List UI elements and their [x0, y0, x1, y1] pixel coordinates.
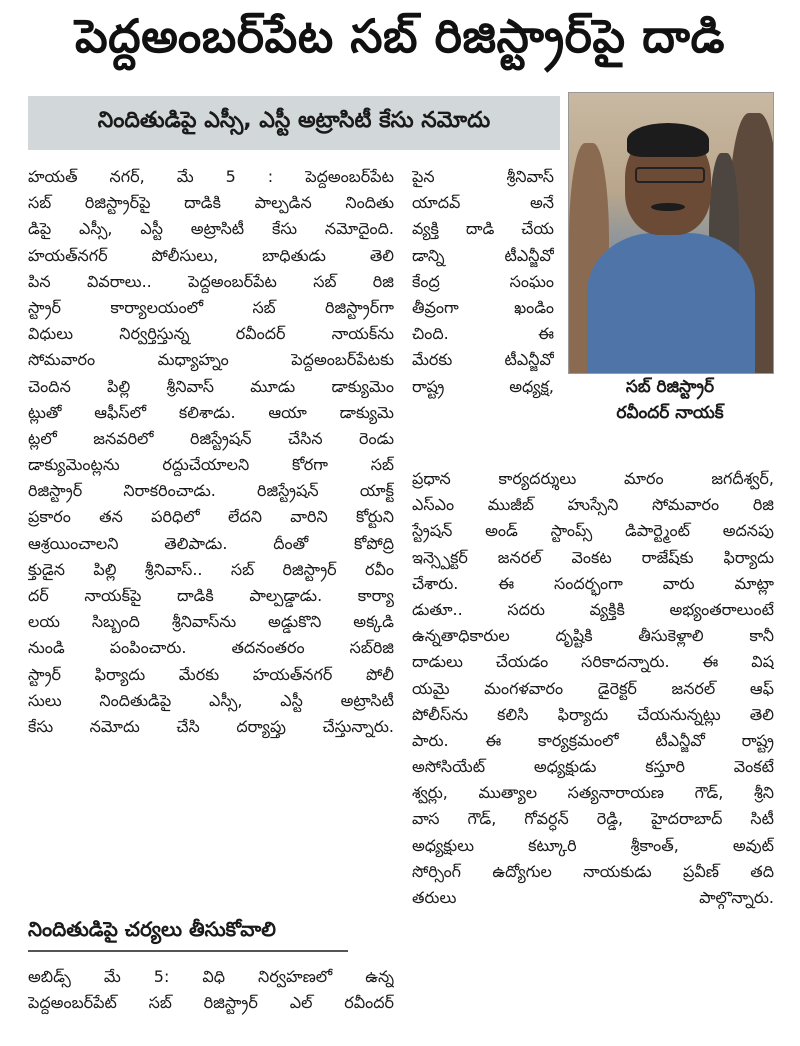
article-line: హయత్‌నగర్ పోలీసులు, బాధితుడు తెలి — [28, 245, 394, 265]
article-line: క్తుడైన పిల్లి శ్రీనివాస్.. సబ్ రిజిస్ట్రార్ రవీం — [28, 559, 394, 579]
article-line: వాస గౌడ్, గోవర్ధన్ రెడ్డి, హైదరాబాద్ సిటీ — [412, 809, 774, 829]
article-line: ట్లుతో ఆఫీస్‌లో కలిశాడు. ఆయా డాక్యుమె — [28, 402, 394, 422]
article-line: దాడులు చేయడం సరికాదన్నారు. ఈ విష — [412, 652, 774, 672]
article-line: డుతూ.. సదరు వ్యక్తికి అభ్యంతరాలుంటే — [412, 599, 774, 619]
article-line: డాన్ని టీఎన్జీవో — [412, 245, 554, 265]
article-line: రాష్ట్ర అధ్యక్ష, — [412, 376, 554, 396]
article-line: వ్యక్తి దాడి చేయ — [412, 219, 554, 239]
article-line: పారు. ఈ కార్యక్రమంలో టీఎన్జీవో రాష్ట్ర — [412, 730, 774, 750]
article-line: డాక్యుమెంట్లను రద్దుచేయాలని కోరగా సబ్ — [28, 455, 394, 475]
article-line: విధులు నిర్వర్తిస్తున్న రవీందర్ నాయక్‌ను — [28, 324, 394, 344]
article-line: తీవ్రంగా ఖండిం — [412, 297, 554, 317]
article-line: దర్ నాయక్‌పై దాడికి పాల్పడ్డాడు. కార్యా — [28, 586, 394, 605]
article-line: సబ్ రిజిస్ట్రార్‌పై దాడికి పాల్పడిన నిందితు — [28, 193, 394, 213]
article-line: ఆశ్రయించాలని తెలిపాడు. దీంతో కోపోద్రి — [28, 533, 394, 553]
article-line: పోలీస్‌ను కలిసి ఫిర్యాదు చేయనున్నట్లు తెలి — [412, 704, 774, 724]
article-line: అధ్యక్షులు కట్కూరి శ్రీకాంత్, అవుట్ — [412, 835, 774, 855]
article-line: సులు నిందితుడిపై ఎస్సీ, ఎస్టీ అట్రాసిటీ — [28, 690, 394, 710]
article-line: స్ట్రార్ ఫిర్యాదు మేరకు హయత్‌నగర్ పోలీ — [28, 664, 394, 684]
article-line: స్ట్రేషన్ అండ్ స్టాంప్స్ డిపార్ట్మెంట్ అదనపు — [412, 521, 774, 541]
article-line: శ్వర్లు, ముత్యాల సత్యనారాయణ గౌడ్, శ్రీని — [412, 783, 774, 803]
article-line: అసోసియేట్ అధ్యక్షుడు కస్తూరి వెంకటే — [412, 757, 774, 777]
article-line: లయ సిబ్బంది శ్రీనివాస్‌ను అడ్డుకొని అక్కడి — [28, 612, 394, 632]
article-column-right — [412, 466, 774, 911]
article-line: పిన వివరాలు.. పెద్దఅంబర్‌పేట సబ్ రిజి — [28, 271, 394, 291]
article-line: ఎస్ఎం ముజీబ్ హుస్సేని సోమవారం రిజి — [412, 495, 774, 515]
subheadline: నిందితుడిపై ఎస్సీ, ఎస్టీ అట్రాసిటీ కేసు నమోదు — [97, 108, 491, 133]
article-column-left-second — [28, 964, 394, 1016]
photo-subject-hair — [627, 123, 709, 157]
article-line: చింది. ఈ — [412, 324, 554, 344]
article-line: సోర్సింగ్ ఉద్యోగుల నాయకుడు ప్రవీణ్ తది — [412, 861, 774, 881]
article-line: యాదవ్ అనే — [412, 193, 554, 213]
article-line: హయత్ నగర్, మే 5 : పెద్దఅంబర్‌పేట — [28, 167, 394, 186]
article-line: కేసు నమోదు చేసి దర్యాప్తు చేస్తున్నారు. — [28, 716, 394, 736]
section-heading: నిందితుడిపై చర్యలు తీసుకోవాలి — [28, 916, 276, 941]
article-line: పెద్దఅంబర్‌పేట్ సబ్ రిజిస్ట్రార్ ఎల్ రవీందర్ — [28, 993, 394, 1013]
headline: పెద్దఅంబర్‌పేట సబ్ రిజిస్ట్రార్‌పై దాడి — [74, 9, 726, 63]
article-line: యమై మంగళవారం డైరెక్టర్ జనరల్ ఆఫ్ — [412, 678, 774, 698]
news-photo — [568, 92, 774, 374]
article-line: చెందిన పిల్లి శ్రీనివాస్ మూడు డాక్యుమెం — [28, 376, 394, 396]
article-line: రిజిస్ట్రార్ నిరాకరించాడు. రిజిస్ట్రేషన్ యాక్ట్ — [28, 481, 394, 501]
article-line: చేశారు. ఈ సందర్భంగా వారు మాట్లా — [412, 573, 774, 593]
photo-subject-glasses — [635, 167, 705, 183]
article-line: ప్రధాన కార్యదర్శులు మారం జగదీశ్వర్, — [412, 469, 774, 488]
subheadline-bar — [28, 96, 560, 150]
article-line: సోమవారం మధ్యాహ్నం పెద్దఅంబర్‌పేటకు — [28, 350, 394, 370]
photo-caption — [568, 374, 772, 444]
article-line: ఇన్స్పెక్టర్ జనరల్ వెంకట రాజేష్‌కు ఫిర్యాదు — [412, 547, 774, 567]
photo-caption-line2: రవీందర్ నాయక్ — [616, 403, 724, 423]
photo-subject-shirt — [587, 233, 755, 374]
article-line: నుండి పంపించారు. తదనంతరం సబ్‌రిజి — [28, 638, 394, 658]
article-line: ట్లలో జనవరిలో రిజిస్ట్రేషన్ చేసిన రెండు — [28, 428, 394, 448]
article-column-middle — [412, 164, 554, 400]
article-line: మేరకు టీఎన్జీవో — [412, 350, 554, 370]
article-line: ప్రకారం తన పరిధిలో లేదని వారిని కోర్టుని — [28, 507, 394, 527]
article-column-left — [28, 164, 394, 740]
photo-subject-mustache — [651, 203, 685, 211]
article-line: స్ట్రార్ కార్యాలయంలో సబ్ రిజిస్ట్రార్‌గా — [28, 297, 394, 317]
article-line: పైన శ్రీనివాస్ — [412, 167, 554, 186]
article-line: అబిడ్స్ మే 5: విధి నిర్వహణలో ఉన్న — [28, 967, 394, 986]
article-line: కేంద్ర సంఘం — [412, 271, 554, 291]
article-line: డిపై ఎస్సీ, ఎస్టీ అట్రాసిటీ కేసు నమోదైంది. — [28, 219, 394, 239]
article-line: ఉన్నతాధికారుల దృష్టికి తీసుకెళ్లాలి కానీ — [412, 626, 774, 646]
section-underline — [28, 950, 348, 952]
article-line: తరులు పాల్గొన్నారు. — [412, 888, 774, 907]
photo-caption-line1: సబ్ రిజిస్ట్రార్ — [625, 377, 715, 397]
